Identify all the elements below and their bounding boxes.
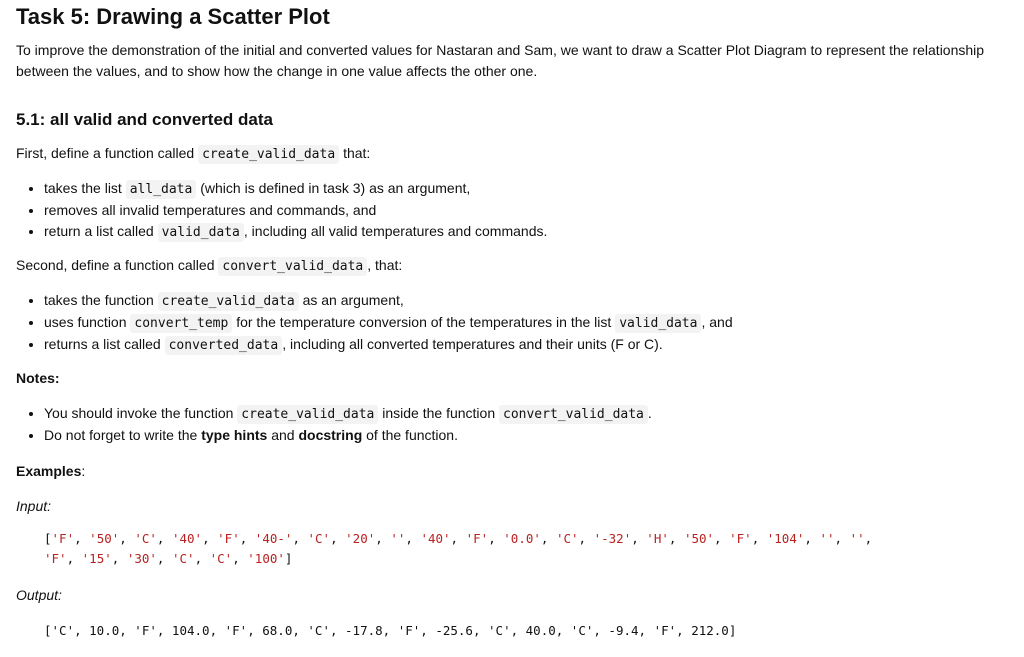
inline-code: valid_data [158,223,244,242]
second-paragraph: Second, define a function called convert_valid_data , that: [16,257,403,274]
list-item: • uses function convert_temp for the temperature conversion of the temperatures in the list valid_data , and [44,312,733,334]
string-literal: 'F' [465,531,489,546]
page-title: Task 5: Drawing a Scatter Plot [16,4,330,29]
string-literal: '100' [247,551,285,566]
input-label: Input: [16,498,52,514]
string-literal: 'C' [307,531,331,546]
string-literal: 'H' [646,531,669,546]
first-paragraph: First, define a function called create_valid_data that: [16,145,371,162]
string-literal: '' [849,531,865,546]
inline-code: create_valid_data [158,292,299,311]
intro-paragraph: To improve the demonstration of the initial and converted values for Nastaran and Sam, we want to draw a Scatter Plot Diagram to represent the relationship between the values, and to show how the change in one value affects the other one. [16,42,985,79]
examples-label: Examples: [16,463,86,479]
output-code-block: ['C', 10.0, 'F', 104.0, 'F', 68.0, 'C', -17.8, 'F', -25.6, 'C', 40.0, 'C', -9.4, 'F', 212.0] [44,623,737,638]
output-label: Output: [16,587,62,603]
string-literal: '0.0' [503,531,541,546]
inline-code: convert_temp [130,314,232,333]
string-literal: '30' [126,551,157,566]
string-literal: '15' [81,551,112,566]
inline-code: convert_valid_data [499,405,648,424]
notes-label: Notes: [16,370,60,386]
inline-code: convert_valid_data [218,257,367,276]
list-item: • Do not forget to write the type hints and docstring of the function. [44,425,652,446]
string-literal: 'F' [217,531,240,546]
string-literal: '104' [766,531,805,546]
list-item: • returns a list called converted_data , including all converted temperatures and their units (F or C). [44,334,733,356]
string-literal: '' [819,531,835,546]
string-literal: '40' [171,531,203,546]
inline-code: create_valid_data [237,405,378,424]
first-bullet-list [16,178,547,243]
string-literal: 'C' [555,531,579,546]
notes-bullet-list [16,403,652,446]
inline-code: valid_data [615,314,701,333]
inline-code: create_valid_data [198,145,339,164]
string-literal: 'F' [44,551,67,566]
inline-code: all_data [126,180,197,199]
string-literal: 'F' [51,531,75,546]
inline-code: converted_data [165,336,283,355]
string-literal: '40-' [254,531,293,546]
string-literal: 'C' [134,531,157,546]
string-literal: '40' [420,531,451,546]
list-item: • removes all invalid temperatures and commands, and [44,200,547,221]
list-item: • return a list called valid_data , including all valid temperatures and commands. [44,221,547,243]
string-literal: '50' [683,531,715,546]
input-code-block: ['F', '50', 'C', '40', 'F', '40-', 'C', '20', '', '40', 'F', '0.0', 'C', '-32', 'H', '50', 'F', '104', '', '', 'F', '15', '30', 'C', 'C', '100'] [44,531,880,566]
second-bullet-list [16,290,733,356]
string-literal: 'C' [209,551,233,566]
string-literal: '50' [89,531,120,546]
string-literal: '' [390,531,406,546]
section-heading: 5.1: all valid and converted data [16,110,273,129]
list-item: • takes the function create_valid_data as an argument, [44,290,733,312]
string-literal: '-32' [593,531,632,546]
string-literal: '20' [345,531,376,546]
list-item: • takes the list all_data (which is defined in task 3) as an argument, [44,178,547,200]
string-literal: 'C' [171,551,195,566]
string-literal: 'F' [729,531,752,546]
list-item: • You should invoke the function create_valid_data inside the function convert_valid_data . [44,403,652,425]
